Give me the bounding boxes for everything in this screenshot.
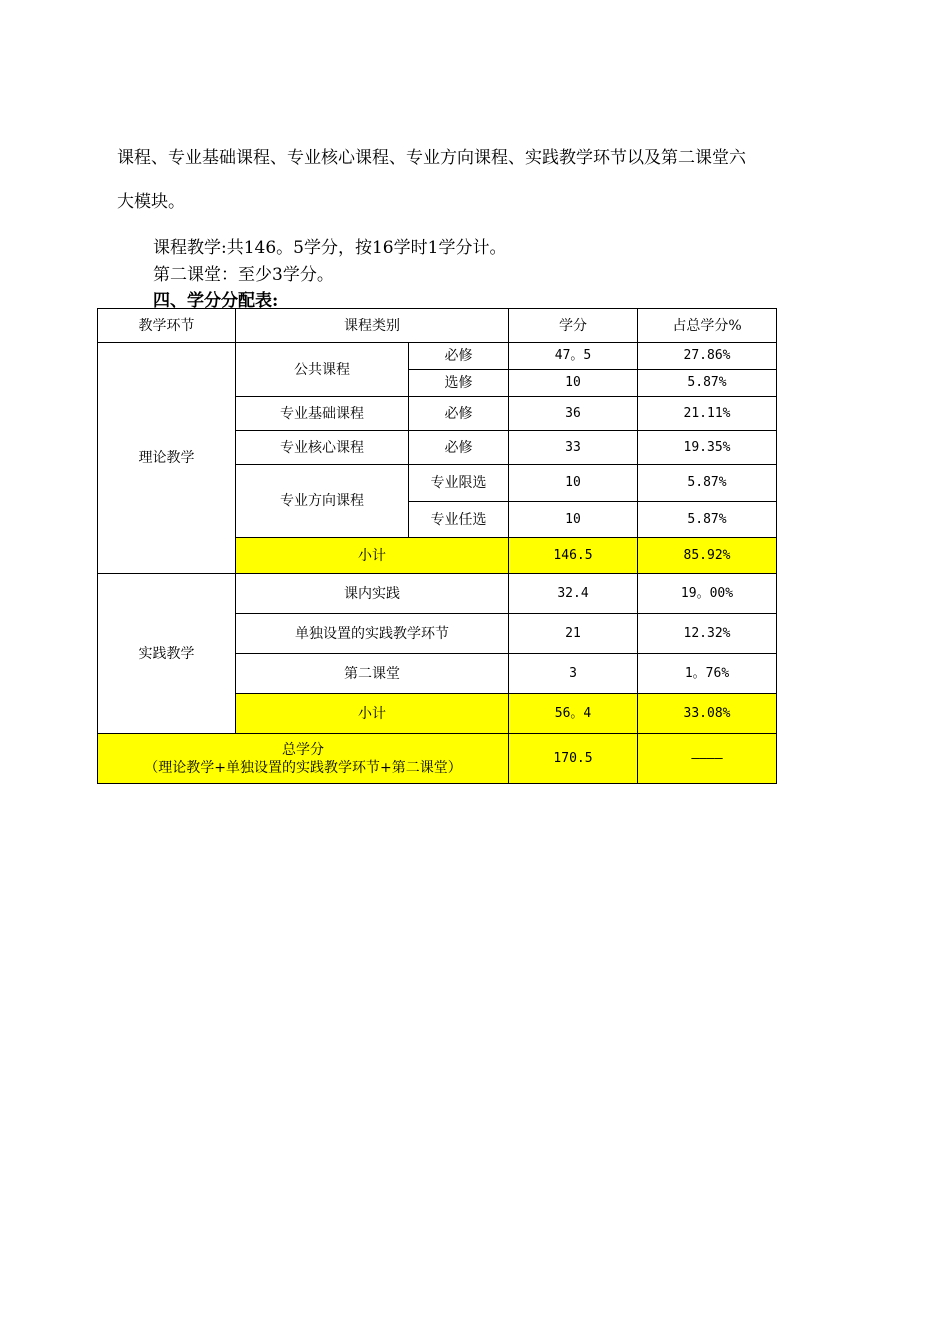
header-credits: 学分 — [509, 309, 638, 343]
standalone-practice-credits: 21 — [509, 614, 638, 654]
practice-subtotal-credits: 56。4 — [509, 694, 638, 734]
in-class-practice-pct: 19。00% — [638, 574, 777, 614]
standalone-practice-pct: 12.32% — [638, 614, 777, 654]
public-elective-credits: 10 — [509, 370, 638, 397]
core-course-type: 必修 — [409, 431, 509, 465]
section-title: 四、学分分配表: — [153, 291, 279, 311]
practice-subtotal-pct: 33.08% — [638, 694, 777, 734]
body-text-line-1: 课程、专业基础课程、专业核心课程、专业方向课程、实践教学环节以及第二课堂六 — [117, 148, 746, 168]
total-label-cell — [98, 734, 509, 784]
standalone-practice-label: 单独设置的实践教学环节 — [236, 614, 509, 654]
table-row — [98, 574, 777, 614]
basic-course-credits: 36 — [509, 397, 638, 431]
course-credit-text: 课程教学:共146。5学分，按16学时1学分计。 — [153, 238, 507, 258]
core-course-pct: 19.35% — [638, 431, 777, 465]
public-course-label: 公共课程 — [236, 343, 409, 397]
direction-optional-label: 专业任选 — [409, 502, 509, 538]
credit-allocation-table — [97, 308, 777, 784]
theory-subtotal-label: 小计 — [236, 538, 509, 574]
basic-course-label: 专业基础课程 — [236, 397, 409, 431]
second-class-label: 第二课堂 — [236, 654, 509, 694]
in-class-practice-label: 课内实践 — [236, 574, 509, 614]
in-class-practice-credits: 32.4 — [509, 574, 638, 614]
table-header-row — [98, 309, 777, 343]
table-row — [98, 343, 777, 370]
public-required-label: 必修 — [409, 343, 509, 370]
total-label: 总学分 — [282, 741, 324, 758]
header-segment: 教学环节 — [98, 309, 236, 343]
total-row — [98, 734, 777, 784]
second-class-text: 第二课堂：至少3学分。 — [153, 265, 334, 285]
public-elective-label: 选修 — [409, 370, 509, 397]
second-class-pct: 1。76% — [638, 654, 777, 694]
header-category: 课程类别 — [236, 309, 509, 343]
total-credits: 170.5 — [509, 734, 638, 784]
direction-limited-label: 专业限选 — [409, 465, 509, 502]
direction-course-label: 专业方向课程 — [236, 465, 409, 538]
public-elective-pct: 5.87% — [638, 370, 777, 397]
total-note: （理论教学+单独设置的实践教学环节+第二课堂） — [144, 759, 462, 776]
direction-limited-credits: 10 — [509, 465, 638, 502]
practice-label: 实践教学 — [98, 574, 236, 734]
basic-course-type: 必修 — [409, 397, 509, 431]
header-percent: 占总学分% — [638, 309, 777, 343]
direction-limited-pct: 5.87% — [638, 465, 777, 502]
direction-optional-credits: 10 — [509, 502, 638, 538]
body-text-line-2: 大模块。 — [117, 192, 185, 212]
theory-subtotal-credits: 146.5 — [509, 538, 638, 574]
theory-subtotal-pct: 85.92% — [638, 538, 777, 574]
total-pct: ———— — [638, 734, 777, 784]
public-required-pct: 27.86% — [638, 343, 777, 370]
practice-subtotal-label: 小计 — [236, 694, 509, 734]
public-required-credits: 47。5 — [509, 343, 638, 370]
theory-label: 理论教学 — [98, 343, 236, 574]
second-class-credits: 3 — [509, 654, 638, 694]
core-course-label: 专业核心课程 — [236, 431, 409, 465]
core-course-credits: 33 — [509, 431, 638, 465]
direction-optional-pct: 5.87% — [638, 502, 777, 538]
basic-course-pct: 21.11% — [638, 397, 777, 431]
